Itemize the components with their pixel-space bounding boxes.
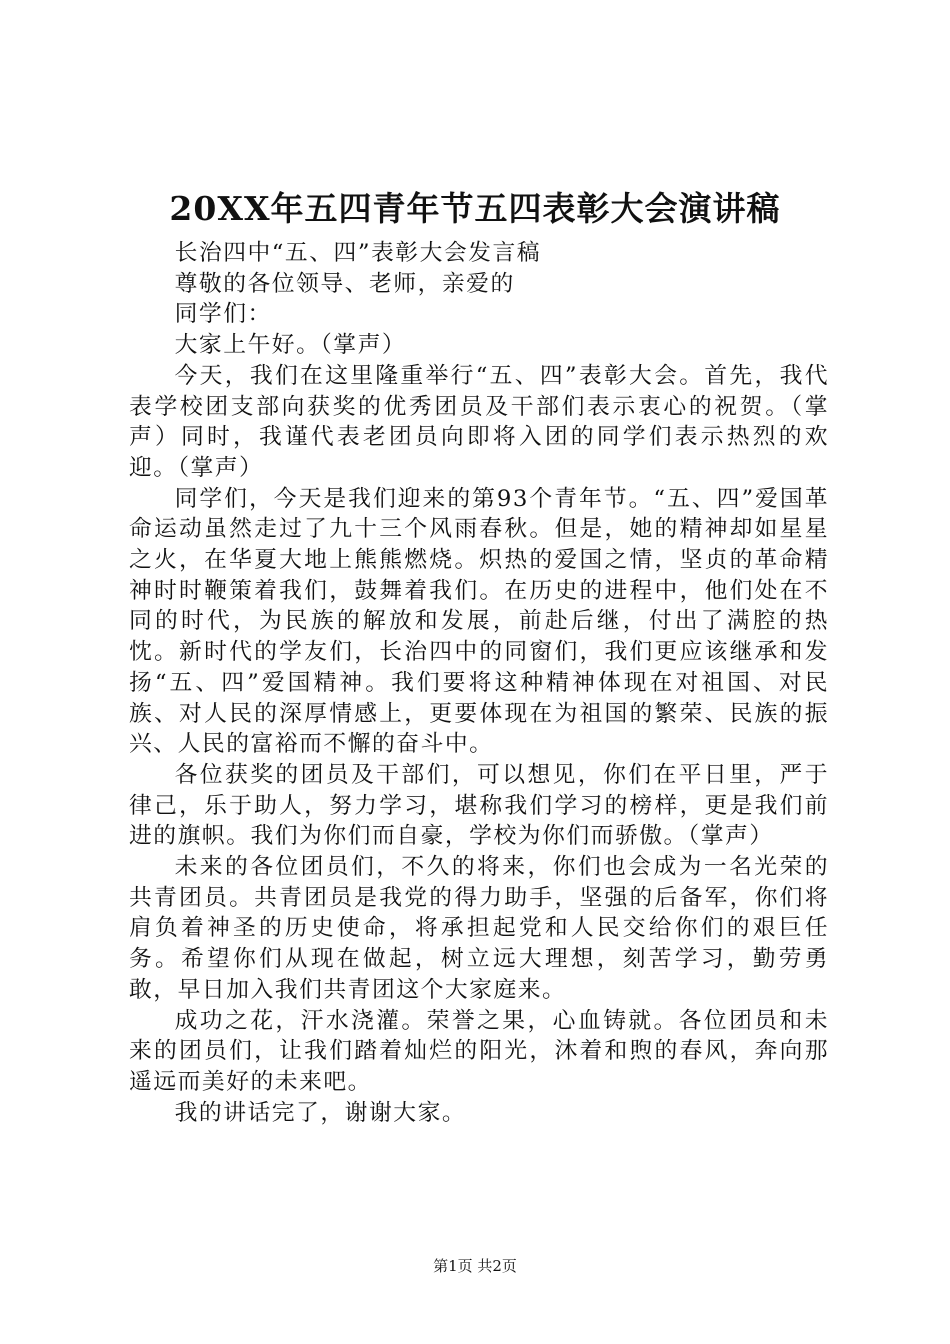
- paragraph-thanks: 我的讲话完了，谢谢大家。: [174, 1099, 467, 1126]
- paragraph-greeting: 大家上午好。（掌声）: [174, 332, 407, 359]
- document-title: 20XX年五四青年节五四表彰大会演讲稿: [169, 189, 781, 228]
- page-number-footer: 第1页 共2页: [433, 1257, 517, 1275]
- paragraph-salutation-continued: 同学们：: [174, 301, 272, 328]
- document-body: [129, 238, 829, 1128]
- paragraph-award-winners: 各位获奖的团员及干部们，可以想见，你们在平日里，严于律己，乐于助人，努力学习，堪称我们学习的榜样，更是我们前进的旗帜。我们为你们而自豪，学校为你们而骄傲。（掌声）: [129, 761, 829, 850]
- paragraph-youth-day: 同学们，今天是我们迎来的第93个青年节。“五、四”爱国革命运动虽然走过了九十三个风雨春秋。但是，她的精神却如星星之火，在华夏大地上熊熊燃烧。炽热的爱国之情，坚贞的革命精神时时鞭策着我们，鼓舞着我们。在历史的进程中，他们处在不同的时代，为民族的解放和发展，前赴后继，付出了满腔的热忱。新时代的学友们，长治四中的同窗们，我们更应该继承和发扬“五、四”爱国精神。我们要将这种精神体现在对祖国、对民族、对人民的深厚情感上，更要体现在为祖国的繁荣、民族的振兴、人民的富裕而不懈的奋斗中。: [129, 485, 829, 758]
- paragraph-future-members: 未来的各位团员们，不久的将来，你们也会成为一名光荣的共青团员。共青团员是我党的得力助手，坚强的后备军，你们将肩负着神圣的历史使命，将承担起党和人民交给你们的艰巨任务。希望你们从现在做起，树立远大理想，刻苦学习，勤劳勇敢，早日加入我们共青团这个大家庭来。: [129, 854, 829, 1003]
- paragraph-opening: 今天，我们在这里隆重举行“五、四”表彰大会。首先，我代表学校团支部向获奖的优秀团员及干部们表示衷心的祝贺。（掌声）同时，我谨代表老团员向即将入团的同学们表示热烈的欢迎。（掌声）: [129, 362, 829, 481]
- paragraph-speech-heading: 长治四中“五、四”表彰大会发言稿: [174, 240, 542, 266]
- paragraph-closing: 成功之花，汗水浇灌。荣誉之果，心血铸就。各位团员和未来的团员们，让我们踏着灿烂的阳光，沐着和煦的春风，奔向那遥远而美好的未来吧。: [129, 1007, 829, 1095]
- paragraph-salutation: 尊敬的各位领导、老师，亲爱的: [174, 270, 515, 297]
